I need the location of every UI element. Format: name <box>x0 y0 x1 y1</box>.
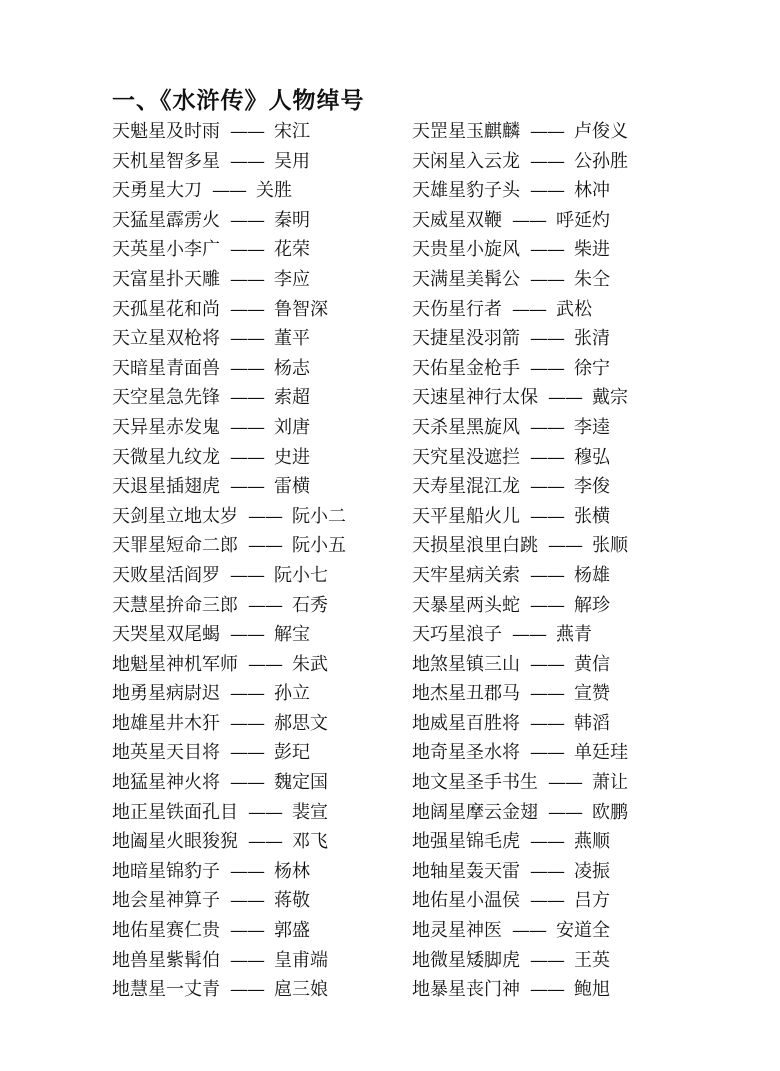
entry-person-name: 武松 <box>556 298 592 320</box>
section-heading: 一、《水浒传》人物绰号 <box>112 88 365 114</box>
entry-person-name: 解宝 <box>274 624 310 646</box>
entry-separator: —— <box>230 742 264 764</box>
entry-person-name: 李逵 <box>574 416 610 438</box>
nickname-entry <box>112 147 346 177</box>
entry-separator: —— <box>248 594 282 616</box>
entry-nickname: 地奇星圣水将 <box>412 742 520 764</box>
entry-nickname: 地微星矮脚虎 <box>412 949 520 971</box>
entry-person-name: 单廷珪 <box>574 742 628 764</box>
entry-separator: —— <box>230 387 264 409</box>
entry-nickname: 天败星活阎罗 <box>112 564 220 586</box>
entry-person-name: 呼延灼 <box>556 209 610 231</box>
entry-nickname: 天闲星入云龙 <box>412 150 520 172</box>
entry-separator: —— <box>530 121 564 142</box>
entry-nickname: 地暴星丧门神 <box>412 979 520 1001</box>
entry-separator: —— <box>530 653 564 675</box>
nickname-entry <box>412 117 628 147</box>
entry-nickname: 天寿星混江龙 <box>412 476 520 498</box>
entry-separator: —— <box>530 594 564 616</box>
entry-nickname: 地阖星火眼狻猊 <box>112 831 238 853</box>
entry-separator: —— <box>548 535 582 557</box>
entry-nickname: 天微星九纹龙 <box>112 446 220 468</box>
entry-separator: —— <box>248 831 282 853</box>
entry-nickname: 天平星船火儿 <box>412 505 520 527</box>
entry-nickname: 天伤星行者 <box>412 298 502 320</box>
nickname-entry <box>112 176 346 206</box>
entry-separator: —— <box>512 920 546 942</box>
entry-nickname: 天猛星霹雳火 <box>112 209 220 231</box>
nickname-entry <box>112 206 346 236</box>
entry-person-name: 董平 <box>274 328 310 350</box>
entry-nickname: 地阔星摩云金翅 <box>412 801 538 823</box>
entry-nickname: 天佑星金枪手 <box>412 357 520 379</box>
nickname-entry <box>412 591 628 621</box>
entry-separator: —— <box>530 890 564 912</box>
entry-nickname: 天贵星小旋风 <box>412 239 520 261</box>
left-column <box>112 117 346 1005</box>
entry-separator: —— <box>530 979 564 1001</box>
entry-separator: —— <box>230 446 264 468</box>
entry-separator: —— <box>248 653 282 675</box>
entry-person-name: 阮小五 <box>292 535 346 557</box>
nickname-entry <box>412 531 628 561</box>
entry-nickname: 天空星急先锋 <box>112 387 220 409</box>
entry-separator: —— <box>230 979 264 1001</box>
entry-person-name: 穆弘 <box>574 446 610 468</box>
entry-nickname: 天罡星玉麒麟 <box>412 121 520 142</box>
nickname-entry <box>112 650 346 680</box>
entry-nickname: 地轴星轰天雷 <box>412 860 520 882</box>
entry-separator: —— <box>230 772 264 794</box>
nickname-entry <box>412 620 628 650</box>
entry-separator: —— <box>530 239 564 261</box>
entry-separator: —— <box>230 860 264 882</box>
entry-person-name: 吕方 <box>574 890 610 912</box>
entry-person-name: 阮小二 <box>292 505 346 527</box>
entry-separator: —— <box>230 298 264 320</box>
nickname-entry <box>112 827 346 857</box>
entry-separator: —— <box>248 535 282 557</box>
nickname-entry <box>112 413 346 443</box>
entry-separator: —— <box>230 564 264 586</box>
entry-person-name: 萧让 <box>592 772 628 794</box>
nickname-entry <box>112 946 346 976</box>
nickname-entry <box>412 798 628 828</box>
entry-person-name: 公孙胜 <box>574 150 628 172</box>
nickname-entry <box>112 531 346 561</box>
entry-separator: —— <box>530 712 564 734</box>
entry-person-name: 裴宣 <box>292 801 328 823</box>
nickname-entry <box>412 235 628 265</box>
entry-separator: —— <box>530 505 564 527</box>
entry-person-name: 扈三娘 <box>274 979 328 1001</box>
nickname-entry <box>412 679 628 709</box>
entry-person-name: 解珍 <box>574 594 610 616</box>
entry-nickname: 天究星没遮拦 <box>412 446 520 468</box>
entry-person-name: 皇甫端 <box>274 949 328 971</box>
entry-separator: —— <box>530 860 564 882</box>
entry-person-name: 张顺 <box>592 535 628 557</box>
entry-person-name: 杨雄 <box>574 564 610 586</box>
entry-person-name: 鲍旭 <box>574 979 610 1001</box>
entry-nickname: 天富星扑天雕 <box>112 268 220 290</box>
entry-separator: —— <box>230 416 264 438</box>
entry-nickname: 天异星赤发鬼 <box>112 416 220 438</box>
entry-separator: —— <box>230 476 264 498</box>
entry-nickname: 天损星浪里白跳 <box>412 535 538 557</box>
entry-person-name: 关胜 <box>256 180 292 202</box>
nickname-entry <box>112 975 346 1005</box>
entry-separator: —— <box>512 624 546 646</box>
nickname-entry <box>112 768 346 798</box>
nickname-entry <box>112 265 346 295</box>
nickname-entry <box>412 946 628 976</box>
nickname-entry <box>412 650 628 680</box>
entry-person-name: 郝思文 <box>274 712 328 734</box>
nickname-entry <box>112 295 346 325</box>
entry-person-name: 王英 <box>574 949 610 971</box>
entry-person-name: 鲁智深 <box>274 298 328 320</box>
entry-nickname: 地勇星病尉迟 <box>112 683 220 705</box>
entry-person-name: 邓飞 <box>292 831 328 853</box>
entry-person-name: 朱武 <box>292 653 328 675</box>
entry-separator: —— <box>548 387 582 409</box>
entry-nickname: 地煞星镇三山 <box>412 653 520 675</box>
entry-person-name: 宣赞 <box>574 683 610 705</box>
entry-separator: —— <box>230 121 264 142</box>
entry-nickname: 地正星铁面孔目 <box>112 801 238 823</box>
entry-person-name: 索超 <box>274 387 310 409</box>
entry-person-name: 燕顺 <box>574 831 610 853</box>
entry-nickname: 地暗星锦豹子 <box>112 860 220 882</box>
entry-person-name: 蒋敬 <box>274 890 310 912</box>
entry-nickname: 天魁星及时雨 <box>112 121 220 142</box>
right-column <box>412 117 628 1005</box>
entry-nickname: 地文星圣手书生 <box>412 772 538 794</box>
entry-person-name: 徐宁 <box>574 357 610 379</box>
entry-nickname: 天暗星青面兽 <box>112 357 220 379</box>
entry-separator: —— <box>530 150 564 172</box>
entry-nickname: 天威星双鞭 <box>412 209 502 231</box>
nickname-entry <box>412 413 628 443</box>
entry-nickname: 天速星神行太保 <box>412 387 538 409</box>
entry-nickname: 天哭星双尾蝎 <box>112 624 220 646</box>
entry-separator: —— <box>530 180 564 202</box>
entry-nickname: 天雄星豹子头 <box>412 180 520 202</box>
entry-nickname: 天慧星拚命三郎 <box>112 594 238 616</box>
entry-separator: —— <box>230 920 264 942</box>
entry-person-name: 张清 <box>574 328 610 350</box>
nickname-entry <box>412 768 628 798</box>
entry-person-name: 雷横 <box>274 476 310 498</box>
entry-person-name: 李俊 <box>574 476 610 498</box>
entry-nickname: 天满星美髯公 <box>412 268 520 290</box>
entry-nickname: 地佑星赛仁贵 <box>112 920 220 942</box>
entry-nickname: 天罪星短命二郎 <box>112 535 238 557</box>
entry-separator: —— <box>230 624 264 646</box>
entry-separator: —— <box>530 328 564 350</box>
entry-person-name: 吴用 <box>274 150 310 172</box>
entry-nickname: 地英星天目将 <box>112 742 220 764</box>
entry-person-name: 孙立 <box>274 683 310 705</box>
entry-separator: —— <box>530 742 564 764</box>
entry-person-name: 魏定国 <box>274 772 328 794</box>
nickname-entry <box>112 591 346 621</box>
entry-nickname: 地魁星神机军师 <box>112 653 238 675</box>
nickname-entry <box>412 738 628 768</box>
nickname-entry <box>412 147 628 177</box>
nickname-entry <box>112 916 346 946</box>
nickname-entry <box>112 886 346 916</box>
nickname-entry <box>112 798 346 828</box>
entry-person-name: 杨林 <box>274 860 310 882</box>
entry-nickname: 天孤星花和尚 <box>112 298 220 320</box>
entry-nickname: 地威星百胜将 <box>412 712 520 734</box>
entry-separator: —— <box>248 801 282 823</box>
entry-separator: —— <box>230 357 264 379</box>
nickname-entry <box>112 472 346 502</box>
nickname-entry <box>412 383 628 413</box>
nickname-entry <box>112 738 346 768</box>
entry-nickname: 天机星智多星 <box>112 150 220 172</box>
entry-person-name: 安道全 <box>556 920 610 942</box>
entry-nickname: 天立星双枪将 <box>112 328 220 350</box>
entry-person-name: 燕青 <box>556 624 592 646</box>
entry-separator: —— <box>512 298 546 320</box>
entry-separator: —— <box>530 476 564 498</box>
entry-nickname: 地猛星神火将 <box>112 772 220 794</box>
entry-person-name: 柴进 <box>574 239 610 261</box>
entry-nickname: 天英星小李广 <box>112 239 220 261</box>
entry-person-name: 阮小七 <box>274 564 328 586</box>
entry-nickname: 天牢星病关索 <box>412 564 520 586</box>
nickname-entry <box>412 886 628 916</box>
nickname-entry <box>412 354 628 384</box>
entry-separator: —— <box>530 683 564 705</box>
entry-separator: —— <box>548 801 582 823</box>
entry-separator: —— <box>548 772 582 794</box>
entry-person-name: 卢俊义 <box>574 121 628 142</box>
entry-nickname: 天捷星没羽箭 <box>412 328 520 350</box>
nickname-entry <box>112 620 346 650</box>
nickname-entry <box>112 117 346 147</box>
nickname-entry <box>112 709 346 739</box>
nickname-entry <box>112 235 346 265</box>
entry-person-name: 杨志 <box>274 357 310 379</box>
entry-person-name: 凌振 <box>574 860 610 882</box>
nickname-entry <box>112 383 346 413</box>
entry-person-name: 史进 <box>274 446 310 468</box>
entry-nickname: 地杰星丑郡马 <box>412 683 520 705</box>
entry-separator: —— <box>530 831 564 853</box>
entry-separator: —— <box>230 712 264 734</box>
entry-separator: —— <box>248 505 282 527</box>
entry-separator: —— <box>530 446 564 468</box>
entry-person-name: 韩滔 <box>574 712 610 734</box>
entry-nickname: 天巧星浪子 <box>412 624 502 646</box>
entry-person-name: 宋江 <box>274 121 310 142</box>
entry-separator: —— <box>230 150 264 172</box>
entry-person-name: 石秀 <box>292 594 328 616</box>
entry-person-name: 彭玘 <box>274 742 310 764</box>
nickname-entry <box>112 857 346 887</box>
entry-separator: —— <box>530 268 564 290</box>
nickname-entry <box>112 443 346 473</box>
entry-person-name: 黄信 <box>574 653 610 675</box>
entry-nickname: 天勇星大刀 <box>112 180 202 202</box>
entry-nickname: 天杀星黑旋风 <box>412 416 520 438</box>
entry-person-name: 张横 <box>574 505 610 527</box>
entry-person-name: 李应 <box>274 268 310 290</box>
entry-nickname: 地佑星小温侯 <box>412 890 520 912</box>
entry-separator: —— <box>230 890 264 912</box>
entry-nickname: 地慧星一丈青 <box>112 979 220 1001</box>
entry-nickname: 地会星神算子 <box>112 890 220 912</box>
entry-person-name: 花荣 <box>274 239 310 261</box>
entry-separator: —— <box>230 949 264 971</box>
entry-separator: —— <box>230 209 264 231</box>
nickname-entry <box>112 354 346 384</box>
entry-nickname: 天退星插翅虎 <box>112 476 220 498</box>
nickname-entry <box>412 857 628 887</box>
nickname-entry <box>412 561 628 591</box>
entry-separator: —— <box>230 683 264 705</box>
nickname-entry <box>412 502 628 532</box>
nickname-entry <box>412 295 628 325</box>
nickname-entry <box>412 443 628 473</box>
entry-separator: —— <box>530 357 564 379</box>
entry-nickname: 地兽星紫髯伯 <box>112 949 220 971</box>
nickname-entry <box>112 561 346 591</box>
entry-person-name: 戴宗 <box>592 387 628 409</box>
entry-nickname: 天暴星两头蛇 <box>412 594 520 616</box>
entry-person-name: 秦明 <box>274 209 310 231</box>
entry-nickname: 地强星锦毛虎 <box>412 831 520 853</box>
entry-separator: —— <box>530 949 564 971</box>
entry-separator: —— <box>230 328 264 350</box>
nickname-entry <box>412 709 628 739</box>
entry-nickname: 天剑星立地太岁 <box>112 505 238 527</box>
nickname-entry <box>412 472 628 502</box>
entry-person-name: 郭盛 <box>274 920 310 942</box>
nickname-entry <box>112 502 346 532</box>
entry-person-name: 刘唐 <box>274 416 310 438</box>
nickname-entry <box>412 827 628 857</box>
nickname-entry <box>412 916 628 946</box>
nickname-entry <box>412 265 628 295</box>
entry-separator: —— <box>230 239 264 261</box>
nickname-entry <box>412 176 628 206</box>
entry-nickname: 地灵星神医 <box>412 920 502 942</box>
entry-separator: —— <box>212 180 246 202</box>
nickname-entry <box>112 679 346 709</box>
entry-person-name: 林冲 <box>574 180 610 202</box>
entry-separator: —— <box>512 209 546 231</box>
entry-separator: —— <box>230 268 264 290</box>
nickname-entry <box>412 206 628 236</box>
nickname-entry <box>112 324 346 354</box>
entry-person-name: 欧鹏 <box>592 801 628 823</box>
nickname-entry <box>412 324 628 354</box>
nickname-entry <box>412 975 628 1005</box>
entry-separator: —— <box>530 416 564 438</box>
entry-person-name: 朱仝 <box>574 268 610 290</box>
entry-nickname: 地雄星井木犴 <box>112 712 220 734</box>
entry-separator: —— <box>530 564 564 586</box>
